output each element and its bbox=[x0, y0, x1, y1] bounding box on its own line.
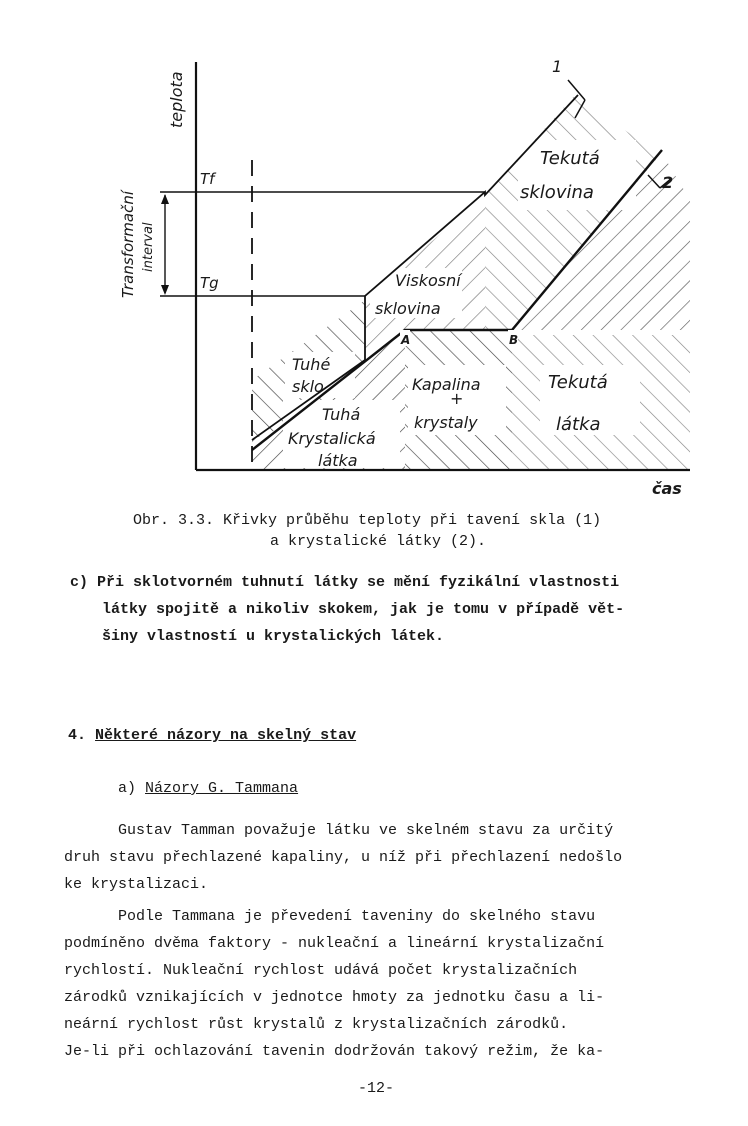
axis-y-label: teplota bbox=[167, 71, 186, 128]
subsection-title: Názory G. Tammana bbox=[145, 780, 299, 797]
paragraph-2-line-6: Je-li při ochlazování tavenin dodržován takový režim, že ka- bbox=[64, 1043, 605, 1060]
label-tuhe-sklo-2: sklo bbox=[292, 377, 324, 396]
page-number: -12- bbox=[358, 1080, 395, 1097]
axis-x-label: čas bbox=[652, 479, 682, 498]
label-kapalina-1: Kapalina bbox=[412, 375, 481, 394]
paragraph-1-line-3: ke krystalizaci. bbox=[64, 876, 209, 893]
section-heading bbox=[68, 727, 356, 744]
label-tekuta-sklovina-2: sklovina bbox=[520, 182, 594, 203]
paragraph-2-line-4: zárodků vznikajících v jednotce hmoty za jednotku času a li- bbox=[64, 989, 605, 1006]
paragraph-c-line-3: šiny vlastností u krystalických látek. bbox=[102, 628, 445, 645]
label-tuha-kryst-2: Krystalická bbox=[288, 429, 376, 448]
subsection-prefix: a) bbox=[118, 780, 137, 797]
label-viskosni-1: Viskosní bbox=[395, 271, 461, 290]
label-tuha-kryst-3: látka bbox=[318, 451, 358, 470]
phase-diagram-figure bbox=[0, 0, 748, 500]
tg-label: Tg bbox=[200, 274, 219, 292]
paragraph-1-line-1: Gustav Tamman považuje látku ve skelném stavu za určitý bbox=[118, 822, 614, 839]
paragraph-2-line-1: Podle Tammana je převedení taveniny do skelného stavu bbox=[118, 908, 596, 925]
paragraph-2-line-3: rychlostí. Nukleační rychlost udává počet krystalizačních bbox=[64, 962, 578, 979]
subsection-heading bbox=[118, 780, 298, 797]
tf-label: Tf bbox=[200, 170, 215, 188]
figure-caption-line-2: a krystalické látky (2). bbox=[270, 533, 487, 550]
label-kapalina-3: krystaly bbox=[414, 413, 478, 432]
curve2-label: 2 bbox=[662, 173, 674, 192]
label-tekuta-latka-2: látka bbox=[556, 414, 601, 435]
paragraph-1-line-2: druh stavu přechlazené kapaliny, u níž při přechlazení nedošlo bbox=[64, 849, 623, 866]
paragraph-c-line-2: látky spojitě a nikoliv skokem, jak je tomu v případě vět- bbox=[102, 601, 625, 618]
paragraph-c-line-1: c) Při sklotvorném tuhnutí látky se mění fyzikální vlastnosti bbox=[70, 574, 620, 591]
label-kapalina-2: + bbox=[450, 389, 464, 408]
section-title: Některé názory na skelný stav bbox=[95, 727, 357, 744]
section-number: 4. bbox=[68, 727, 87, 744]
figure-caption-line-1: Obr. 3.3. Křivky průběhu teploty při tavení skla (1) bbox=[133, 512, 602, 529]
point-b-label: B bbox=[509, 333, 519, 347]
label-tuha-kryst-1: Tuhá bbox=[322, 405, 361, 424]
interval-label-1: Transformační bbox=[119, 190, 137, 298]
label-tekuta-latka-1: Tekutá bbox=[548, 372, 608, 393]
interval-label-2: interval bbox=[141, 222, 156, 272]
paragraph-2-line-5: neární rychlost růst krystalů z krystalizačních zárodků. bbox=[64, 1016, 569, 1033]
label-tuhe-sklo-1: Tuhé bbox=[292, 355, 331, 374]
paragraph-2-line-2: podmíněno dvěma faktory - nukleační a lineární krystalizační bbox=[64, 935, 605, 952]
point-a-label: A bbox=[401, 333, 411, 347]
label-viskosni-2: sklovina bbox=[375, 299, 441, 318]
curve1-label: 1 bbox=[552, 57, 563, 76]
label-tekuta-sklovina-1: Tekutá bbox=[540, 148, 600, 169]
